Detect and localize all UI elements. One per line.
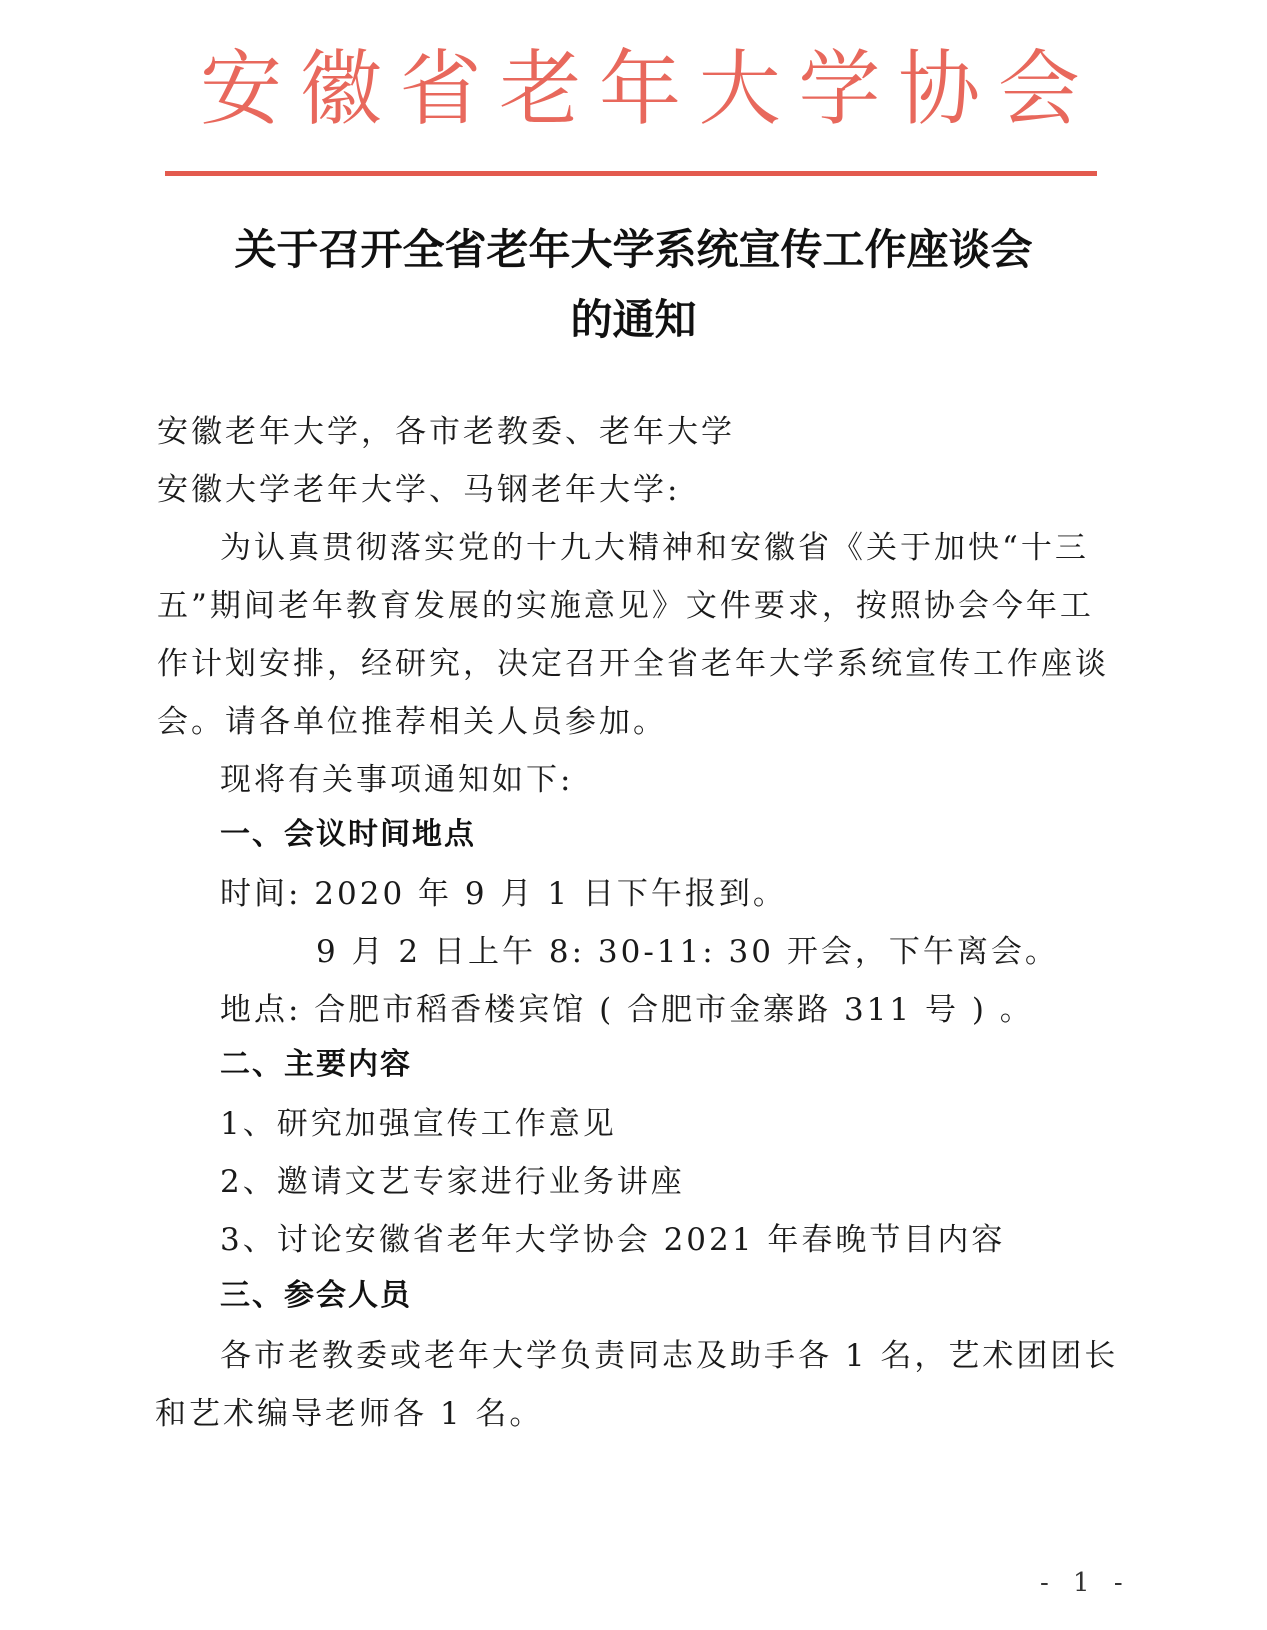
intro-line-1: 为认真贯彻落实党的十九大精神和安徽省《关于加快“十三 — [220, 530, 1089, 566]
letterhead-char: 省 — [399, 42, 482, 137]
letterhead-char: 会 — [997, 42, 1080, 137]
content-item-1: 1、研究加强宣传工作意见 — [220, 1106, 617, 1142]
document-title — [150, 215, 1117, 355]
recipients-line-2: 安徽大学老年大学、马钢老年大学: — [157, 472, 681, 508]
notice-line: 现将有关事项通知如下: — [220, 762, 574, 798]
letterhead-char: 学 — [798, 42, 881, 137]
letterhead-char: 老 — [499, 42, 582, 137]
section-1-heading: 一、会议时间地点 — [220, 817, 476, 852]
intro-line-2: 五”期间老年教育发展的实施意见》文件要求，按照协会今年工 — [157, 588, 1094, 624]
meeting-time-line-1: 时间: 2020 年 9 月 1 日下午报到。 — [220, 876, 787, 912]
page-number: - 1 - — [1040, 1568, 1131, 1598]
letterhead-char: 大 — [698, 42, 781, 137]
recipients-line-1: 安徽老年大学，各市老教委、老年大学 — [157, 414, 735, 450]
section-3-heading: 三、参会人员 — [220, 1278, 412, 1313]
letterhead-char: 安 — [200, 42, 283, 137]
meeting-place-line: 地点: 合肥市稻香楼宾馆 ( 合肥市金寨路 311 号 ) 。 — [220, 992, 1034, 1028]
content-item-3: 3、讨论安徽省老年大学协会 2021 年春晚节目内容 — [220, 1222, 1006, 1258]
letterhead-char: 协 — [898, 42, 981, 137]
letterhead-title — [200, 40, 1080, 140]
attendees-line-1: 各市老教委或老年大学负责同志及助手各 1 名，艺术团团长 — [220, 1338, 1119, 1374]
title-line-1: 关于召开全省老年大学系统宣传工作座谈会 — [234, 225, 1033, 274]
intro-line-3: 作计划安排，经研究，决定召开全省老年大学系统宣传工作座谈 — [157, 646, 1109, 682]
meeting-time-line-2: 9 月 2 日上午 8: 30-11: 30 开会，下午离会。 — [316, 934, 1059, 970]
letterhead-char: 年 — [598, 42, 681, 137]
letterhead-divider — [165, 171, 1097, 176]
title-line-2: 的通知 — [570, 295, 697, 344]
content-item-2: 2、邀请文艺专家进行业务讲座 — [220, 1164, 685, 1200]
attendees-line-2: 和艺术编导老师各 1 名。 — [155, 1396, 544, 1432]
letterhead-char: 徽 — [299, 42, 382, 137]
intro-line-4: 会。请各单位推荐相关人员参加。 — [157, 704, 667, 740]
section-2-heading: 二、主要内容 — [220, 1047, 412, 1082]
